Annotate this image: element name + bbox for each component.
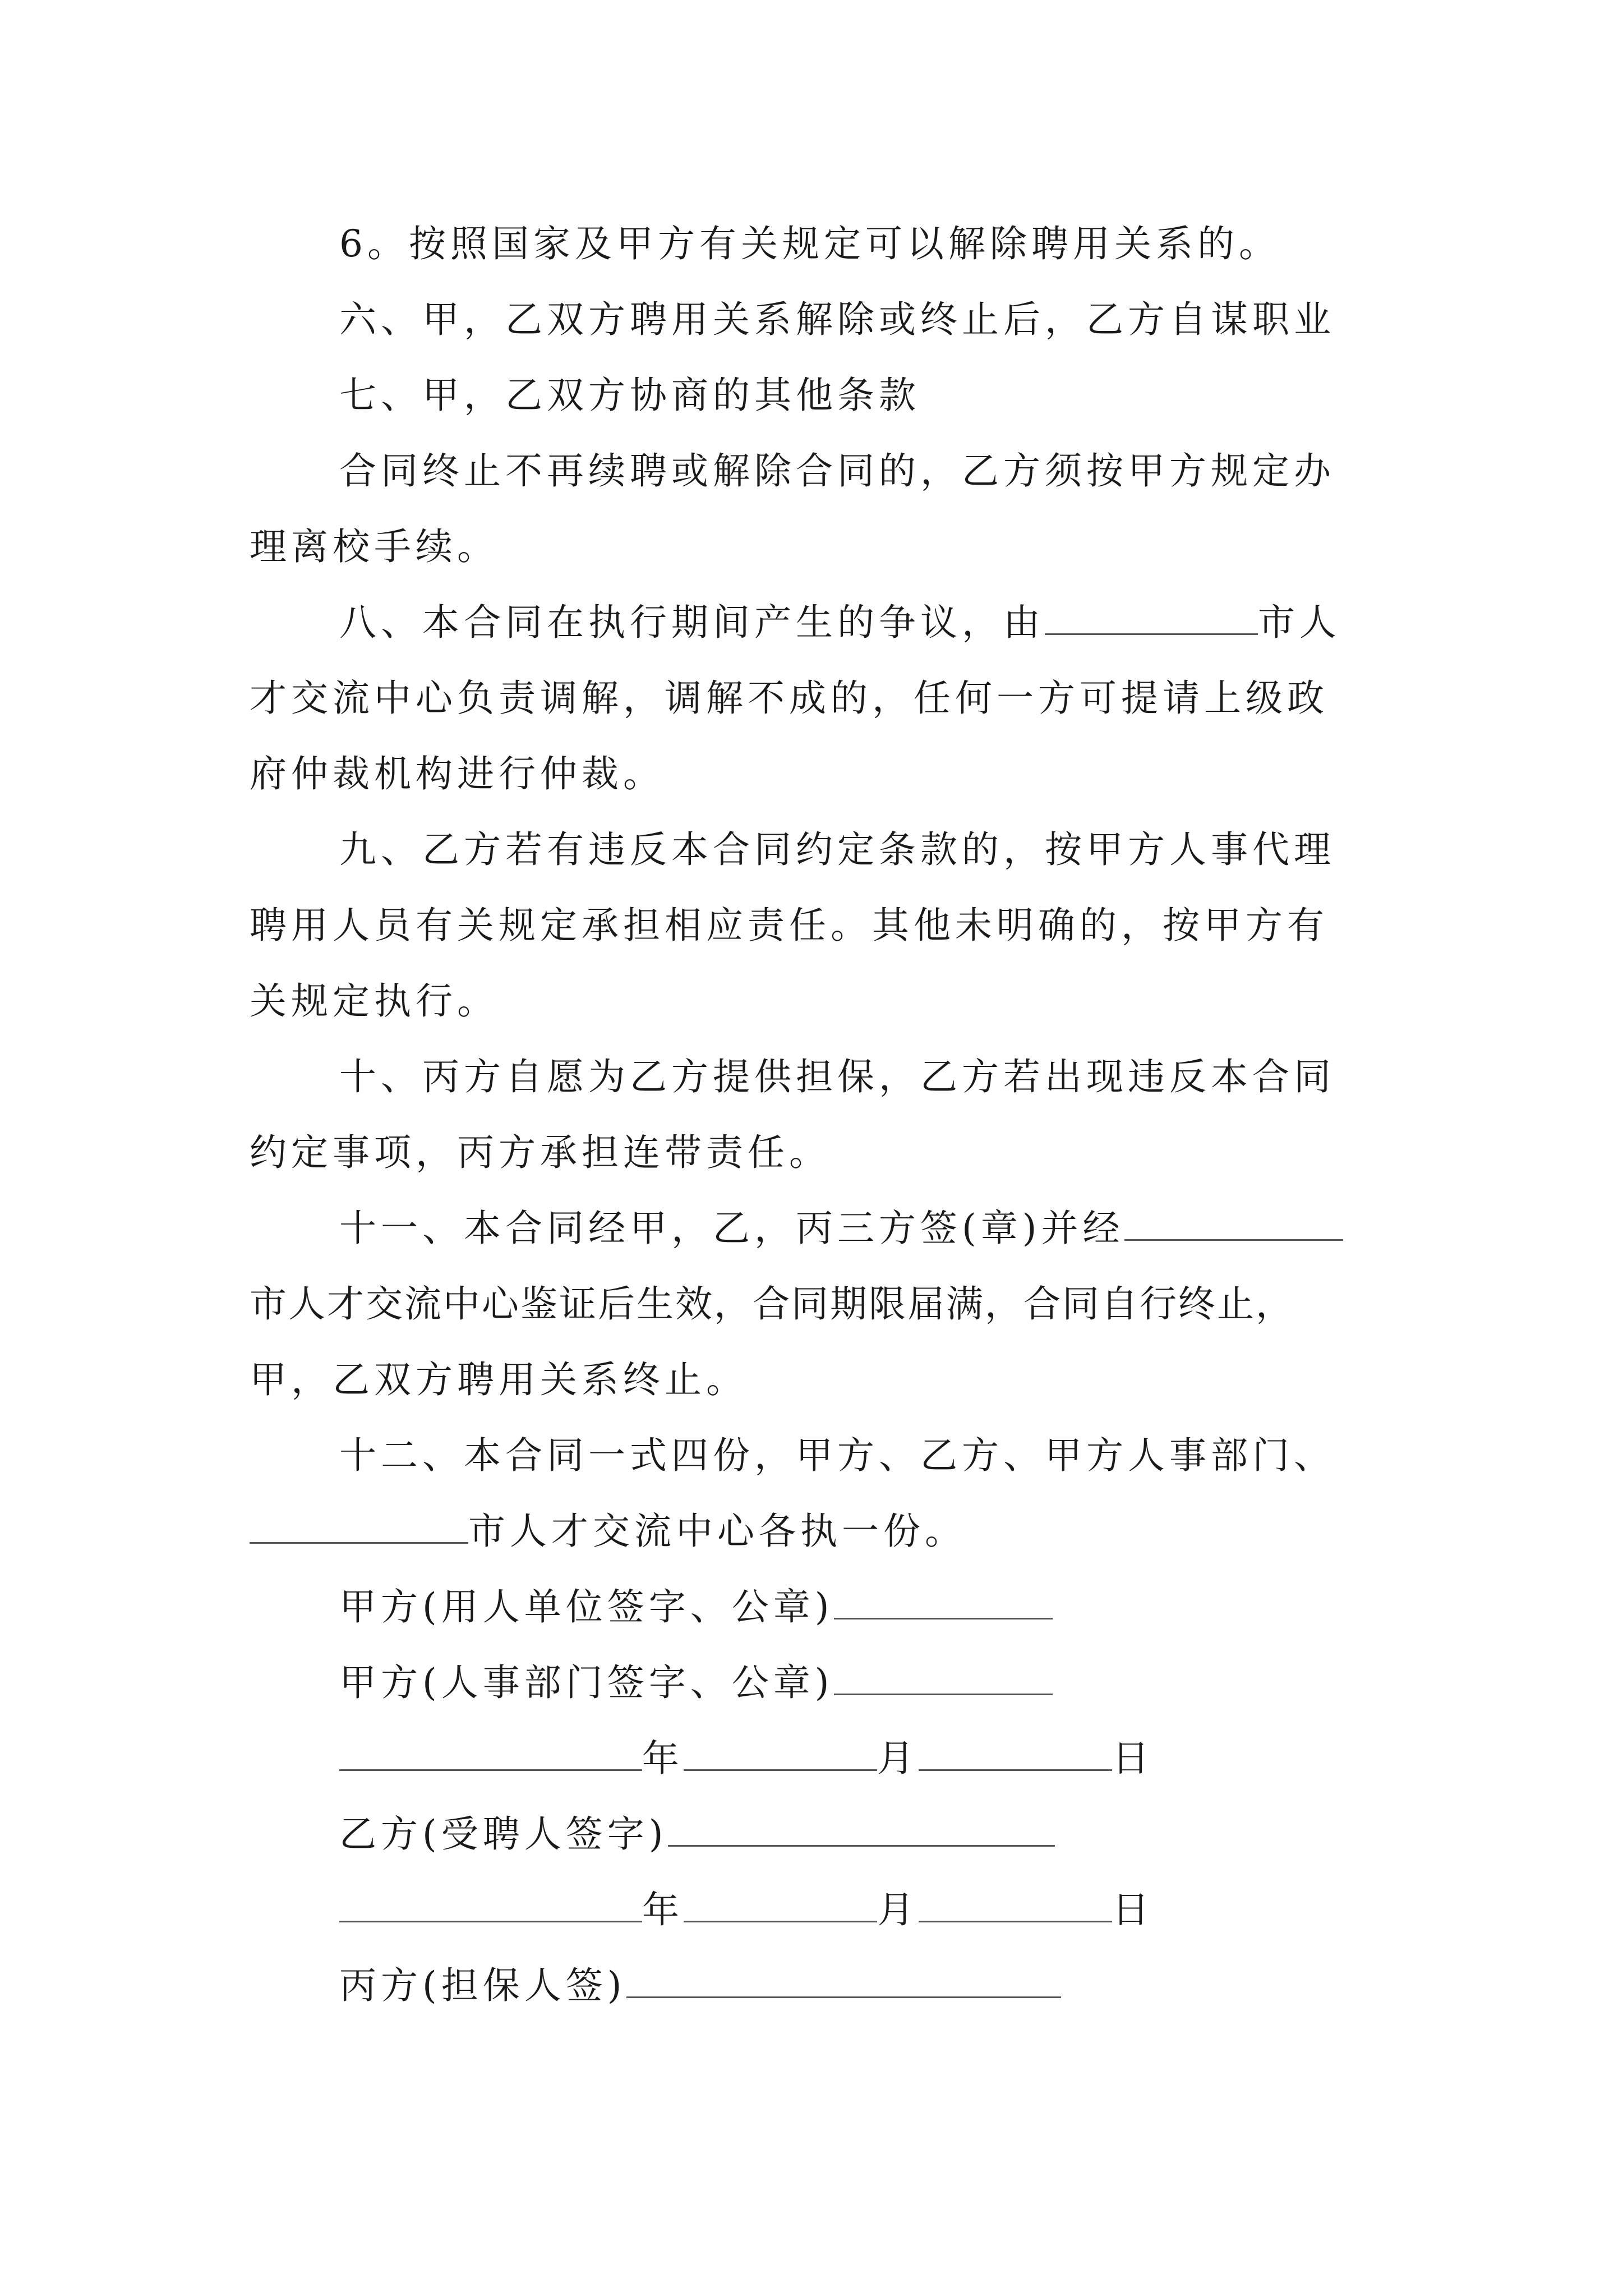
year-blank[interactable] (339, 1886, 642, 1922)
day-blank[interactable] (919, 1734, 1112, 1771)
clause-6-line (339, 219, 1394, 269)
clause-seven-line (339, 370, 1394, 421)
party-b-signature-blank[interactable] (668, 1810, 1055, 1847)
clause-seven-body-text-1: 合同终止不再续聘或解除合同的，乙方须按甲方规定办 (339, 449, 1335, 493)
clause-six-text: 六、甲，乙双方聘用关系解除或终止后，乙方自谋职业 (339, 298, 1335, 341)
clause-eight-line-1 (339, 597, 1394, 648)
party-b-signature-line (339, 1809, 1394, 1860)
clause-seven-body-line-2 (250, 522, 1394, 572)
clause-twelve-line-1 (339, 1430, 1433, 1481)
clause-six-line (339, 295, 1394, 345)
clause-nine-text-2: 聘用人员有关规定承担相应责任。其他未明确的，按甲方有 (250, 904, 1329, 947)
month-label: 月 (877, 1737, 919, 1780)
clause-nine-line-2 (250, 900, 1394, 951)
month-label: 月 (877, 1888, 919, 1931)
day-label: 日 (1112, 1737, 1154, 1780)
clause-eight-line-3 (250, 749, 1394, 799)
party-b-label: 乙方(受聘人签字) (339, 1812, 668, 1856)
city-blank[interactable] (1124, 1204, 1343, 1241)
party-c-signature-blank[interactable] (626, 1962, 1061, 1998)
party-c-label: 丙方(担保人签) (339, 1964, 626, 2007)
date-line-1 (339, 1733, 1394, 1784)
clause-seven-body-line-1 (339, 446, 1394, 496)
clause-eight-line-2 (250, 673, 1394, 724)
clause-nine-text-3: 关规定执行。 (250, 979, 499, 1023)
month-blank[interactable] (684, 1886, 877, 1922)
party-a-employer-label: 甲方(用人单位签字、公章) (339, 1585, 834, 1628)
clause-eleven-text-3: 甲，乙双方聘用关系终止。 (250, 1358, 748, 1401)
clause-nine-line-1 (339, 825, 1394, 875)
clause-ten-text-2: 约定事项，丙方承担连带责任。 (250, 1131, 831, 1174)
clause-nine-text-1: 九、乙方若有违反本合同约定条款的，按甲方人事代理 (339, 828, 1335, 871)
day-label: 日 (1112, 1888, 1154, 1931)
clause-seven-body-text-2: 理离校手续。 (250, 525, 499, 568)
clause-ten-text-1: 十、丙方自愿为乙方提供担保，乙方若出现违反本合同 (339, 1055, 1335, 1098)
clause-twelve-text-2: 市人才交流中心各执一份。 (468, 1510, 966, 1553)
date-line-2 (339, 1885, 1394, 1935)
city-blank[interactable] (250, 1507, 468, 1544)
party-c-signature-line (339, 1961, 1394, 2011)
party-a-employer-signature-blank[interactable] (834, 1583, 1053, 1619)
clause-twelve-text-1: 十二、本合同一式四份，甲方、乙方、甲方人事部门、 (339, 1434, 1335, 1477)
year-label: 年 (642, 1888, 684, 1931)
clause-eleven-text-1: 十一、本合同经甲，乙，丙三方签(章)并经 (339, 1207, 1124, 1250)
clause-eight-text-3: 府仲裁机构进行仲裁。 (250, 752, 665, 795)
month-blank[interactable] (684, 1734, 877, 1771)
year-label: 年 (642, 1737, 684, 1780)
party-a-hr-signature-line (339, 1658, 1394, 1708)
clause-ten-line-2 (250, 1128, 1394, 1178)
clause-nine-line-3 (250, 976, 1394, 1027)
party-a-hr-label: 甲方(人事部门签字、公章) (339, 1661, 834, 1704)
party-a-employer-signature-line (339, 1582, 1394, 1632)
day-blank[interactable] (919, 1886, 1112, 1922)
party-a-hr-signature-blank[interactable] (834, 1659, 1053, 1695)
clause-seven-text: 七、甲，乙双方协商的其他条款 (339, 374, 920, 417)
clause-eleven-line-3 (250, 1355, 1394, 1405)
clause-twelve-line-2 (250, 1506, 1394, 1557)
city-suffix-text: 市人 (1258, 601, 1341, 644)
clause-6-text: 6。按照国家及甲方有关规定可以解除聘用关系的。 (339, 222, 1280, 265)
clause-ten-line-1 (339, 1052, 1394, 1102)
clause-eight-text-2: 才交流中心负责调解，调解不成的，任何一方可提请上级政 (250, 677, 1329, 720)
year-blank[interactable] (339, 1734, 642, 1771)
clause-eight-text-1: 八、本合同在执行期间产生的争议，由 (339, 601, 1045, 644)
clause-eleven-line-2 (250, 1279, 1394, 1329)
city-blank[interactable] (1045, 599, 1258, 635)
clause-eleven-line-1 (339, 1203, 1394, 1254)
clause-eleven-text-2: 市人才交流中心鉴证后生效，合同期限届满，合同自行终止， (250, 1282, 1294, 1326)
